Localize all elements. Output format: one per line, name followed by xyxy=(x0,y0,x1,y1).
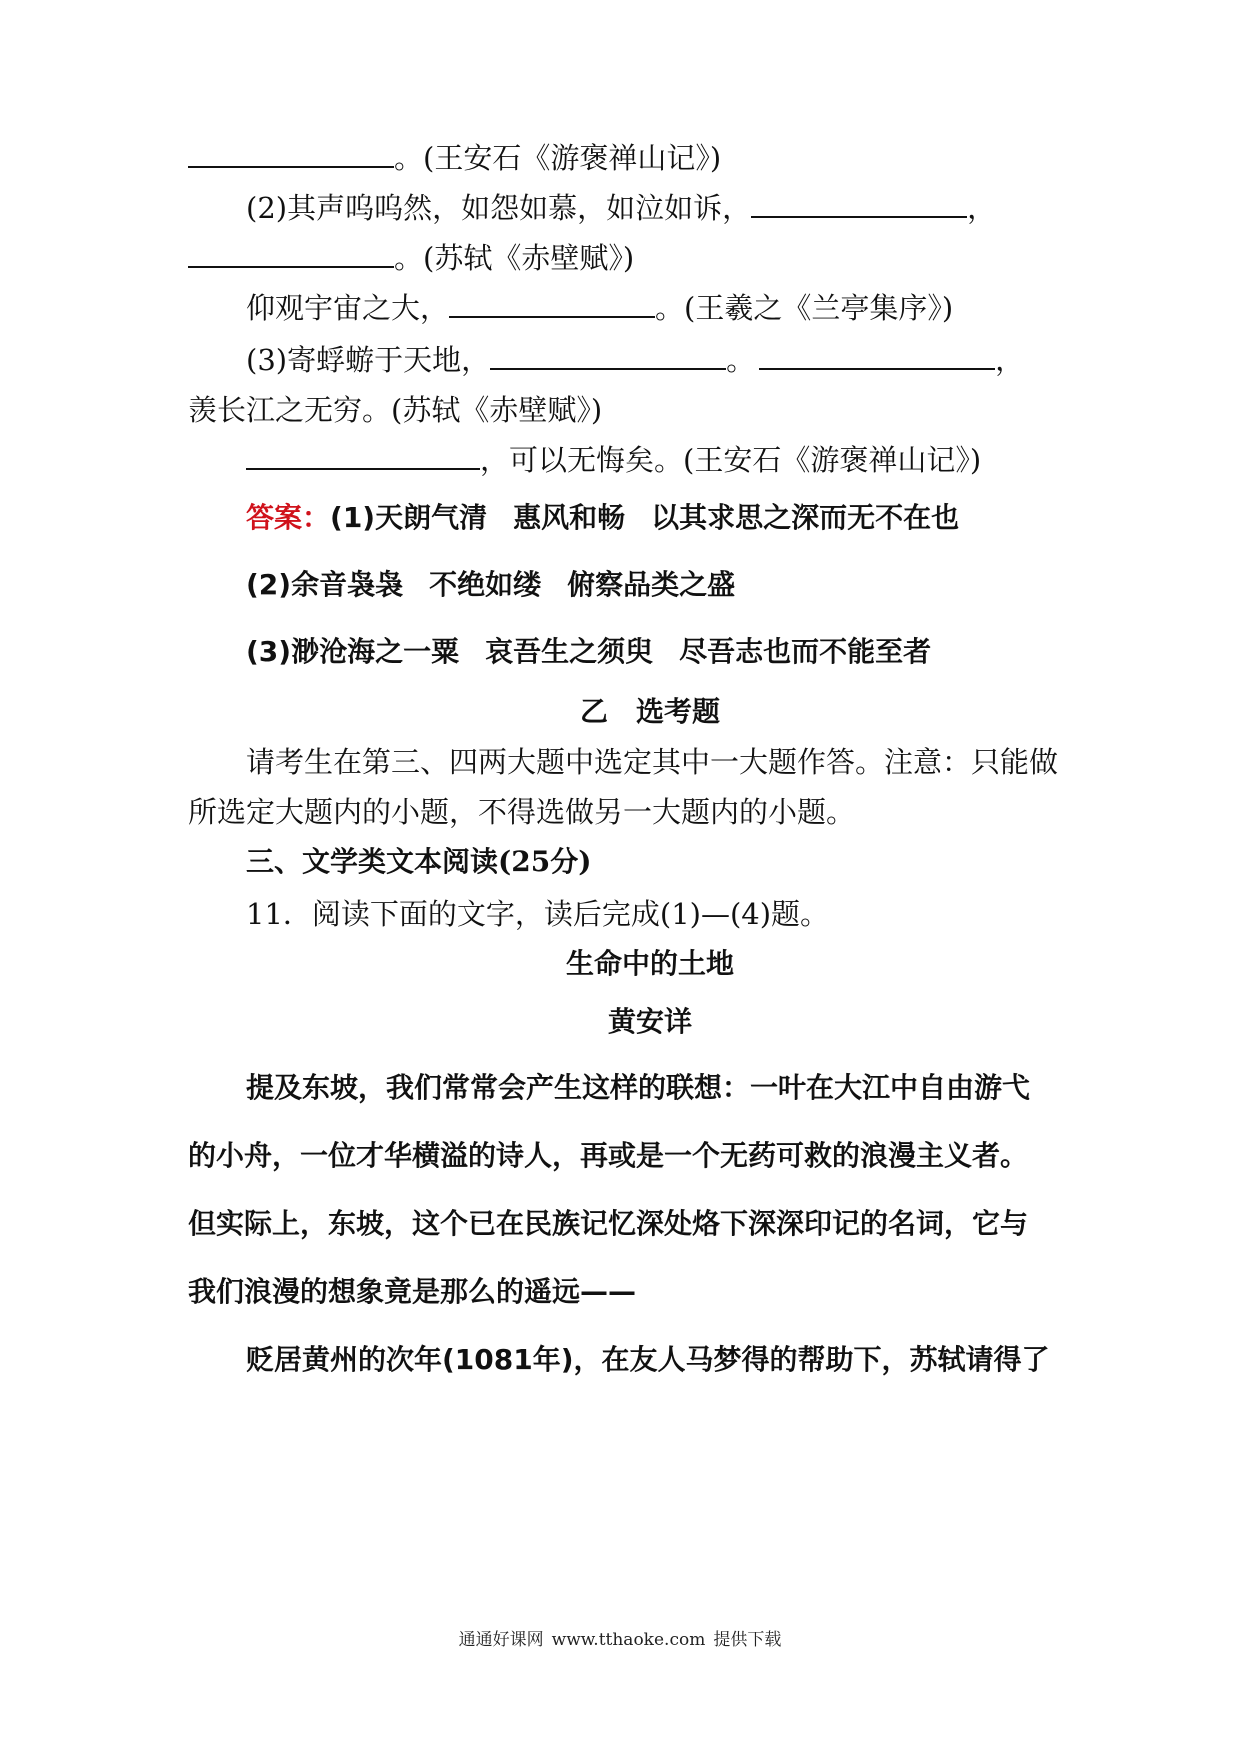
answer-blank[interactable] xyxy=(759,342,995,370)
instruction-line-1: 请考生在第三、四两大题中选定其中一大题作答。注意：只能做 xyxy=(246,745,1059,779)
answer-part: 俯察品类之盛 xyxy=(567,568,736,601)
article-paragraph-line: 但实际上，东坡，这个已在民族记忆深处烙下深深印记的名词，它与 xyxy=(188,1207,1029,1240)
article-paragraph-line: 提及东坡，我们常常会产生这样的联想：一叶在大江中自由游弋 xyxy=(246,1071,1031,1104)
fill-line-3 xyxy=(188,238,634,278)
source-citation: ，可以无悔矣。(王安石《游褒禅山记》) xyxy=(480,443,982,477)
answer-label: 答案： xyxy=(246,501,331,534)
article-paragraph-line: 我们浪漫的想象竟是那么的遥远—— xyxy=(188,1275,637,1308)
punctuation: 。 xyxy=(726,343,756,377)
question-11: 11．阅读下面的文字，读后完成(1)—(4)题。 xyxy=(246,897,830,931)
answer-blank[interactable] xyxy=(188,140,394,168)
question-2-line xyxy=(246,188,996,228)
answer-part: 余音袅袅 xyxy=(291,568,404,601)
fill-line-1 xyxy=(188,138,721,178)
fill-line-6 xyxy=(188,390,602,430)
fill-line-7 xyxy=(246,440,981,480)
source-citation: 。(王羲之《兰亭集序》) xyxy=(655,291,954,325)
answer-blank[interactable] xyxy=(449,290,655,318)
answer-blank[interactable] xyxy=(188,240,394,268)
section-title: 乙 选考题 xyxy=(579,695,720,728)
question-3-text: (3)寄蜉蝣于天地， xyxy=(246,343,491,377)
part-heading: 三、文学类文本阅读(25分) xyxy=(246,845,592,878)
answer-part: 惠风和畅 xyxy=(513,501,626,534)
article-paragraph-line: 贬居黄州的次年(1081年)，在友人马梦得的帮助下，苏轼请得了 xyxy=(246,1343,1050,1376)
answer-number: (2) xyxy=(246,568,292,601)
question-3-line xyxy=(246,340,1024,380)
source-citation: 。(苏轼《赤壁赋》) xyxy=(394,241,635,275)
answer-part: 不绝如缕 xyxy=(429,568,542,601)
article-title: 生命中的土地 xyxy=(565,947,734,980)
poem-text: 羡长江之无穷。(苏轼《赤壁赋》) xyxy=(188,393,603,427)
answer-part: 以其求思之深而无不在也 xyxy=(651,501,960,534)
answer-line-1 xyxy=(246,498,959,538)
answer-number: (3) xyxy=(246,635,292,668)
fill-line-4 xyxy=(246,288,953,328)
page-footer xyxy=(0,1628,1240,1652)
answer-part: 哀吾生之须臾 xyxy=(485,635,654,668)
punctuation: ， xyxy=(995,343,1025,377)
answer-blank[interactable] xyxy=(490,342,726,370)
punctuation: ， xyxy=(967,191,997,225)
question-2-text: (2)其声呜呜然，如怨如慕，如泣如诉， xyxy=(246,191,752,225)
article-paragraph-line: 的小舟，一位才华横溢的诗人，再或是一个无药可救的浪漫主义者。 xyxy=(188,1139,1029,1172)
instruction-line-2: 所选定大题内的小题，不得选做另一大题内的小题。 xyxy=(188,795,856,829)
answer-part: 渺沧海之一粟 xyxy=(291,635,460,668)
answer-line-2 xyxy=(246,565,735,605)
source-citation: 。(王安石《游褒禅山记》) xyxy=(394,141,722,175)
footer-url[interactable]: www.tthaoke.com xyxy=(551,1630,706,1650)
answer-part: 尽吾志也而不能至者 xyxy=(679,635,932,668)
answer-part: 天朗气清 xyxy=(375,501,488,534)
article-author: 黄安详 xyxy=(607,1005,692,1038)
footer-note: 提供下载 xyxy=(713,1630,782,1650)
answer-blank[interactable] xyxy=(751,190,967,218)
answer-blank[interactable] xyxy=(246,442,480,470)
poem-text: 仰观宇宙之大， xyxy=(246,291,450,325)
footer-site-name: 通通好课网 xyxy=(458,1630,544,1650)
answer-number: (1) xyxy=(330,501,376,534)
answer-line-3 xyxy=(246,632,931,672)
